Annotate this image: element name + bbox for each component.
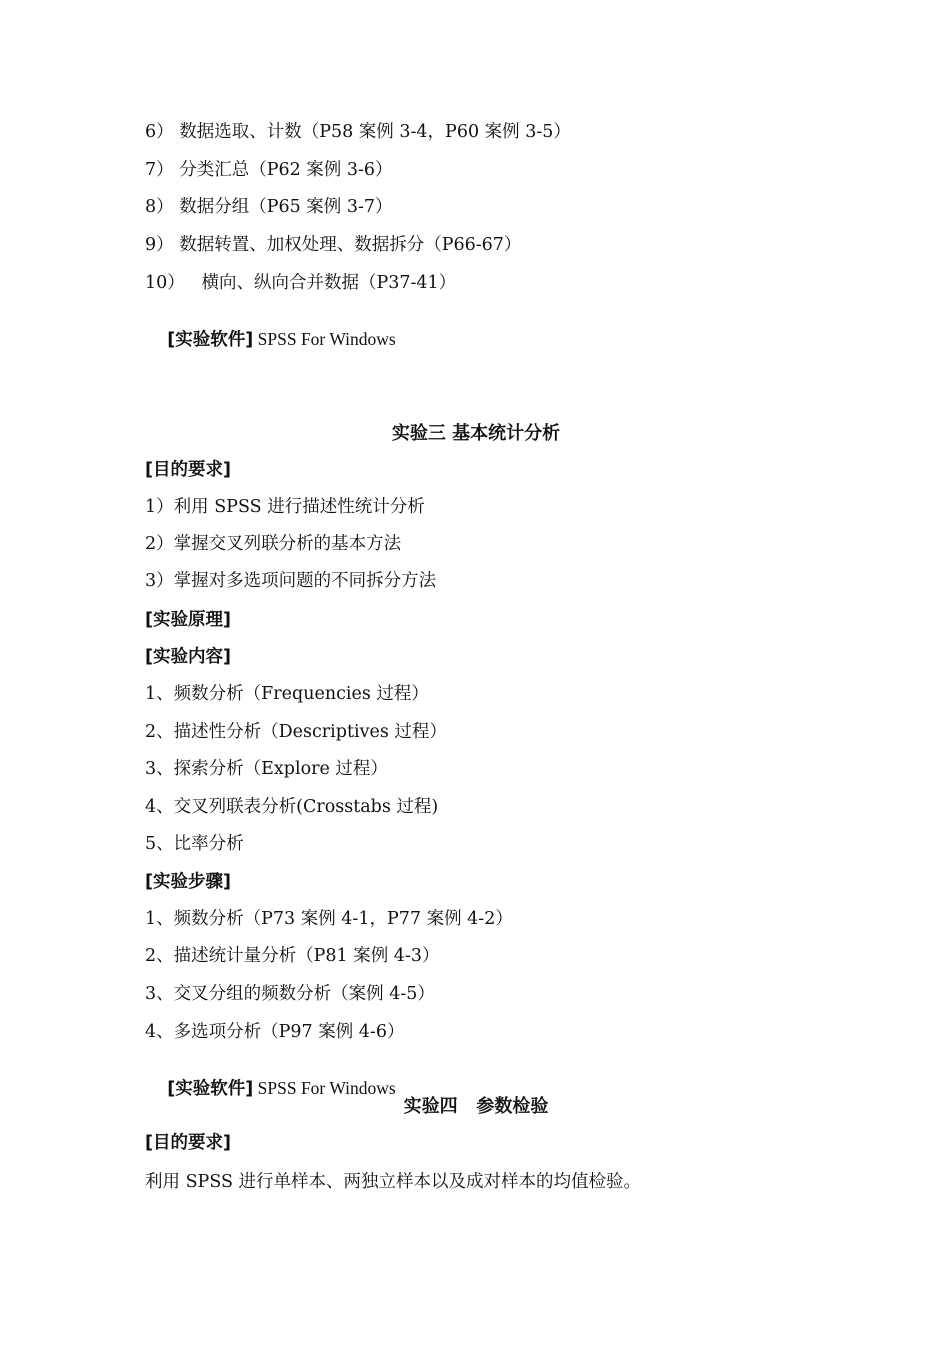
software-value: SPSS For Windows [253,328,396,349]
list-item: 1、频数分析（Frequencies 过程） [145,684,429,704]
list-item: 3、探索分析（Explore 过程） [145,759,388,779]
software-value: SPSS For Windows [253,1077,396,1098]
section-title: 实验三 基本统计分析 [391,423,561,444]
list-item: 2）掌握交叉列联分析的基本方法 [145,534,402,554]
principle-heading: [实验原理] [145,610,231,630]
purpose-heading: [目的要求] [145,460,231,480]
content-heading: [实验内容] [145,647,231,667]
list-item: 4、多选项分析（P97 案例 4-6） [145,1022,405,1042]
paragraph: 利用 SPSS 进行单样本、两独立样本以及成对样本的均值检验。 [145,1172,642,1192]
list-item: 1、频数分析（P73 案例 4-1，P77 案例 4-2） [145,909,513,929]
list-item: 10） 横向、纵向合并数据（P37-41） [145,273,457,293]
list-item: 3）掌握对多选项问题的不同拆分方法 [145,571,437,591]
purpose-heading: [目的要求] [145,1133,231,1153]
list-item: 6） 数据选取、计数（P58 案例 3-4，P60 案例 3-5） [145,122,571,142]
list-item: 8） 数据分组（P65 案例 3-7） [145,197,393,217]
software-label: [实验软件] [167,329,254,350]
list-item: 4、交叉列联表分析(Crosstabs 过程) [145,797,439,817]
section-title: 实验四 参数检验 [403,1096,549,1117]
list-item: 7） 分类汇总（P62 案例 3-6） [145,160,393,180]
list-item: 3、交叉分组的频数分析（案例 4-5） [145,984,435,1004]
list-item: 5、比率分析 [145,834,244,854]
list-item: 2、描述性分析（Descriptives 过程） [145,722,447,742]
software-line [145,313,396,367]
list-item: 9） 数据转置、加权处理、数据拆分（P66-67） [145,235,522,255]
steps-heading: [实验步骤] [145,872,231,892]
software-label: [实验软件] [167,1078,254,1099]
list-item: 1）利用 SPSS 进行描述性统计分析 [145,497,425,517]
list-item: 2、描述统计量分析（P81 案例 4-3） [145,946,440,966]
